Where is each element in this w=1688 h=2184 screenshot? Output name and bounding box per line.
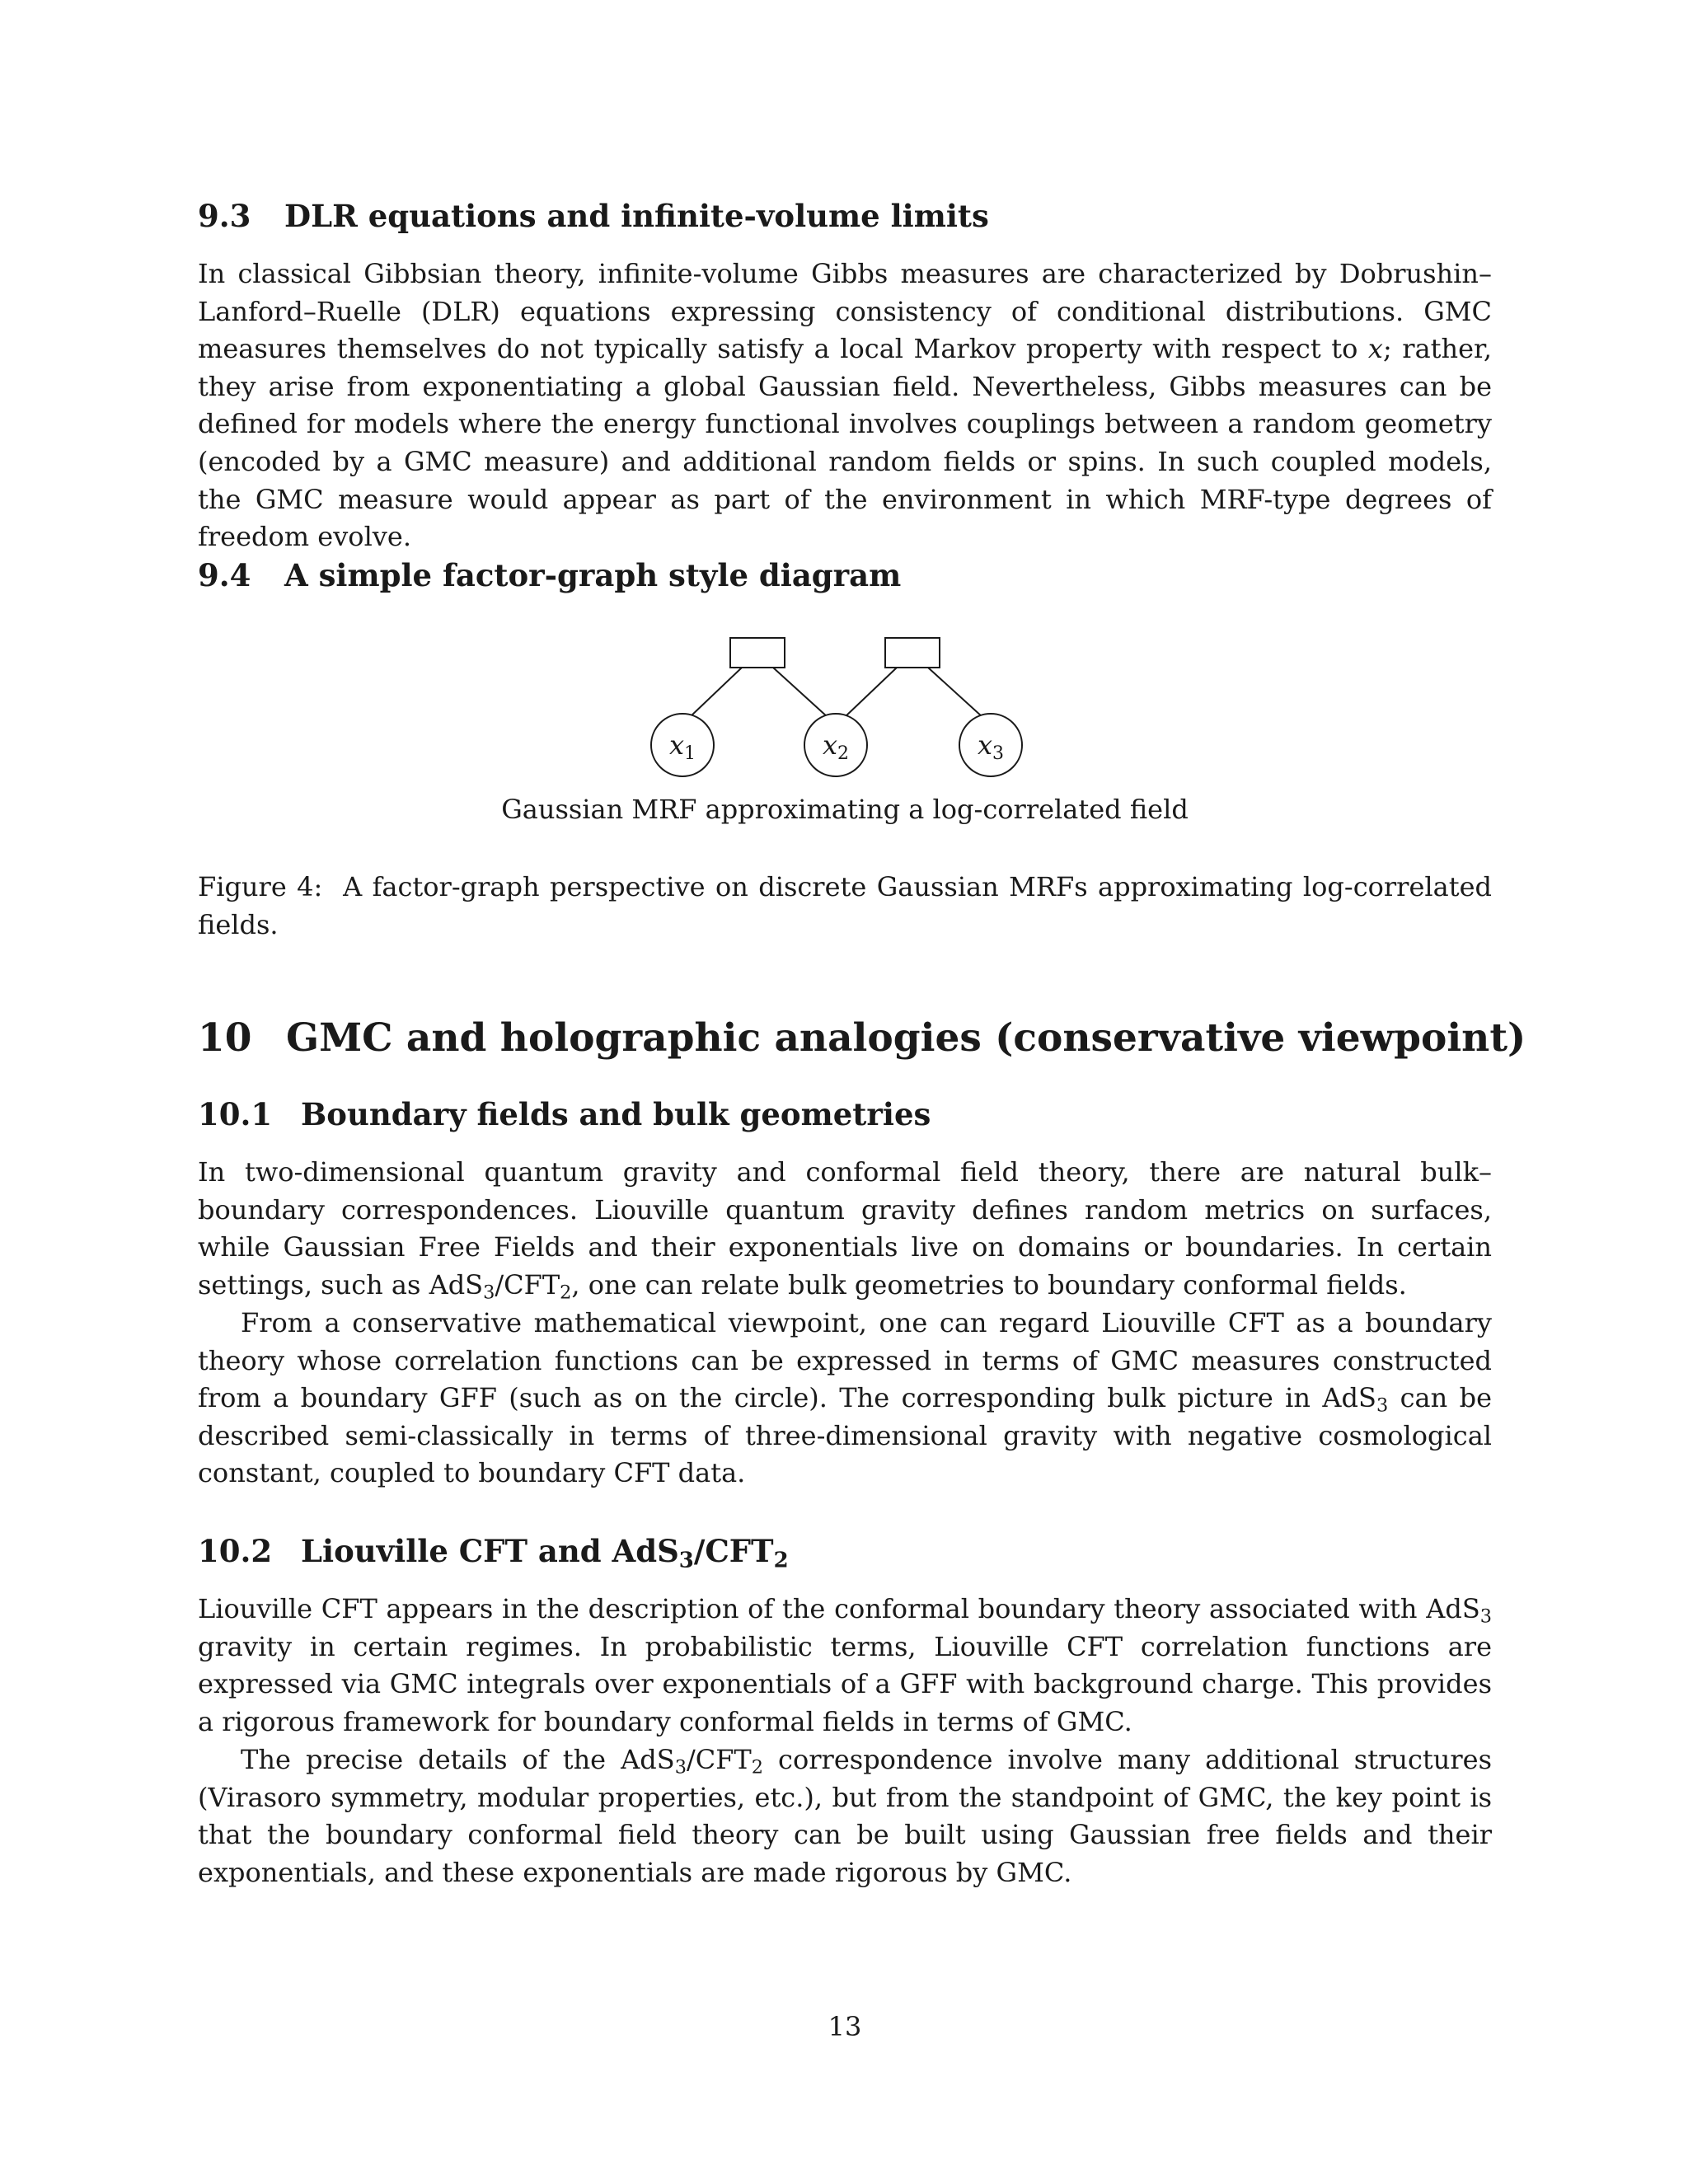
text-run: correspondence involve many additional structures (Virasoro symmetry, modular properties, etc.), but from the standpoint of GMC, the key point is that the boundary conformal field theory can be built using Gaussian free fields and their exponentials, and these exponentials are made rigorous by GMC. [198,1744,1493,1888]
text-run: In two-dimensional quantum gravity and conformal field theory, there are natural bulk–boundary correspondences. Liouville quantum gravity defines random metrics on surfaces, while Gaussian Free Fields and their exponentials live on domains or boundaries. In certain settings, such as AdS [198,1156,1492,1301]
edge-f2-x3 [928,668,982,717]
node-label-x3: x3 [978,729,1005,764]
figure-text: A factor-graph perspective on discrete Gaussian MRFs approximating log-correlated fields. [198,871,1493,940]
section-number: 10.2 [198,1533,273,1569]
node-label-x2: x2 [823,729,850,764]
edge-f2-x2 [845,668,897,717]
section-title: GMC and holographic analogies (conservative viewpoint) [286,1015,1526,1061]
section-heading-10-2 [198,1533,789,1573]
subscript: 3 [483,1282,495,1304]
factor-square-1 [730,638,785,668]
section-title: DLR equations and infinite-volume limits [284,198,989,234]
text-run: gravity in certain regimes. In probabilistic terms, Liouville CFT correlation functions are expressed via GMC integrals over exponentials of a GFF with background charge. This provides a rigorous framework for boundary conformal fields in terms of GMC. [198,1630,1492,1737]
figure-caption [198,869,1492,944]
subscript: 3 [1376,1394,1389,1417]
paragraph-correspondence [198,1741,1492,1891]
page-number: 13 [828,2011,862,2042]
subscript: 3 [674,1756,687,1779]
section-number: 9.3 [198,198,251,234]
factor-square-2 [885,638,940,668]
section-number: 10.1 [198,1096,273,1132]
figure-label: Figure 4: [198,871,323,902]
text-run: can be described semi-classically in terms of three-dimensional gravity with negative cosmological constant, coupled to boundary CFT data. [198,1382,1493,1489]
section-title: A simple factor-graph style diagram [284,557,902,593]
diagram-caption: Gaussian MRF approximating a log-correlated field [501,794,1189,825]
paragraph-liouville-cft [198,1591,1492,1741]
section-heading-10-1 [198,1096,931,1132]
text-run: ; rather, they arise from exponentiating a global Gaussian field. Nevertheless, Gibbs measures can be defined for models where the energy functional involves couplings between a random geometry (encoded by a GMC measure) and additional random fields or spins. In such coupled models, the GMC measure would appear as part of the environment in which MRF-type degrees of freedom evolve. [198,333,1493,553]
page [198,0,1526,2184]
section-heading-9-3 [198,198,989,234]
factor-graph-diagram [198,635,1492,783]
subscript: 3 [1479,1605,1492,1628]
section-title: Liouville CFT and $AdS_3/CFT_2$ [301,1533,789,1573]
paragraph-boundary-fields [198,1154,1492,1304]
node-label-x1: x1 [669,729,696,764]
text-run: Liouville CFT appears in the description of the conformal boundary theory associated with AdS [198,1593,1480,1624]
section-heading-9-4 [198,557,901,593]
math-variable: x [1367,333,1383,365]
text-run: From a conservative mathematical viewpoint, one can regard Liouville CFT as a boundary theory whose correlation functions can be expressed in terms of GMC measures constructed from a boundary GFF (such as on the circle). The corresponding bulk picture in AdS [198,1307,1492,1414]
section-number: 10 [198,1015,252,1061]
section-title: Boundary fields and bulk geometries [301,1096,931,1132]
subscript: 2 [560,1282,572,1304]
paragraph-dlr [198,255,1492,556]
subscript: 2 [751,1756,763,1779]
edge-f1-x2 [773,668,828,717]
text-run: /CFT [495,1268,560,1301]
text-run: The precise details of the AdS [241,1744,675,1775]
text-run: , one can relate bulk geometries to boundary conformal fields. [571,1268,1407,1301]
paragraph-conservative-viewpoint [198,1305,1492,1493]
text-run: In classical Gibbsian theory, infinite-volume Gibbs measures are characterized by Dobrushin–Lanford–Ruelle (DLR) equations expressing consistency of conditional distributions. GMC measures themselves do not typically satisfy a local Markov property with respect to [198,258,1492,365]
edge-f1-x1 [690,668,742,717]
section-heading-10 [198,1015,1526,1061]
text-run: /CFT [686,1744,752,1775]
section-number: 9.4 [198,557,251,593]
